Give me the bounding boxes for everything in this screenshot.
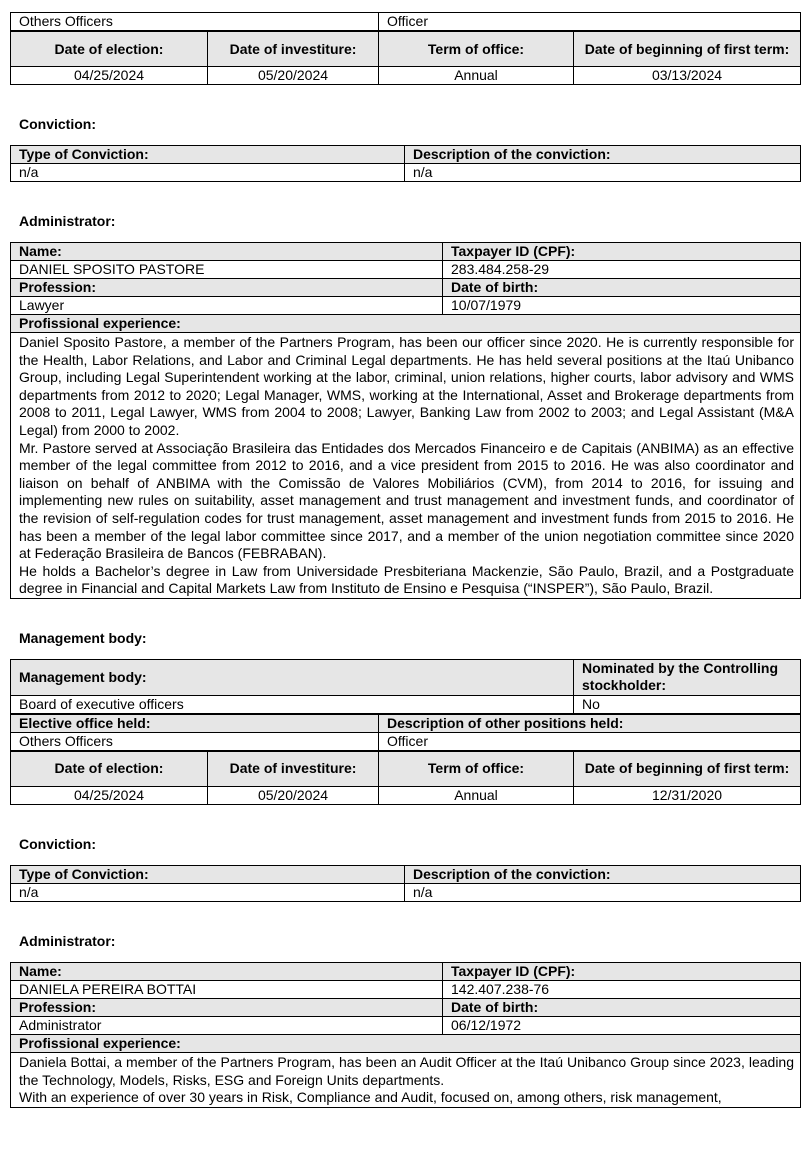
term-of-office-header: Term of office:	[379, 751, 574, 786]
conviction-type-label: Type of Conviction:	[11, 865, 405, 883]
experience-paragraph: Daniel Sposito Pastore, a member of the Partners Program, has been our officer since 2020. He is currently responsible for the Health, Labor Relations, and Labor and Criminal Legal departments. He has held several positions at the Itaú Unibanco Group, including Legal Superintendent working at the labor, criminal, union relations, higher courts, labor advisory and WMS departments from 2012 to 2020; Legal Manager, WMS, working at the International, Asset and Brokerage departments from 2008 to 2011, Legal Lawyer, WMS from 2004 to 2008; Lawyer, Banking Law from 2002 to 2003; and Legal Assistant (M&A Legal) from 2000 to 2002.	[19, 334, 794, 438]
elective-office-table	[10, 714, 801, 751]
administrator-title: Administrator:	[19, 213, 116, 229]
election-date-header: Date of election:	[11, 751, 208, 786]
name-value: DANIELA PEREIRA BOTTAI	[11, 980, 443, 998]
other-positions-label: Description of other positions held:	[379, 714, 801, 732]
first-term-date-value: 03/13/2024	[574, 67, 801, 85]
first-term-date-value: 12/31/2020	[574, 786, 801, 804]
experience-paragraph: He holds a Bachelor’s degree in Law from Universidade Presbiteriana Mackenzie, São Paulo, Brazil, and a Postgraduate degree in Financial and Capital Markets Law from Instituto de Ensino e Pesquisa (“INSPER”), São Paulo, Brazil.	[19, 562, 794, 597]
profession-value: Lawyer	[11, 297, 443, 315]
first-term-date-header: Date of beginning of first term:	[574, 32, 801, 67]
conviction-type-value: n/a	[11, 164, 405, 182]
elective-office-label: Elective office held:	[11, 714, 379, 732]
dob-label: Date of birth:	[443, 279, 801, 297]
conviction-desc-value: n/a	[405, 164, 801, 182]
election-date-value: 04/25/2024	[11, 67, 208, 85]
experience-label: Profissional experience:	[11, 315, 801, 333]
election-date-value: 04/25/2024	[11, 786, 208, 804]
dob-label: Date of birth:	[443, 998, 801, 1016]
experience-label: Profissional experience:	[11, 1034, 801, 1052]
conviction-title: Conviction:	[19, 835, 96, 852]
profession-label: Profession:	[11, 998, 443, 1016]
term-of-office-value: Annual	[379, 67, 574, 85]
administrator-table	[10, 962, 801, 1108]
management-body-title: Management body:	[19, 629, 147, 646]
conviction-table	[10, 145, 801, 182]
investiture-date-value: 05/20/2024	[208, 67, 379, 85]
dob-value: 10/07/1979	[443, 297, 801, 315]
investiture-date-header: Date of investiture:	[208, 751, 379, 786]
name-label: Name:	[11, 962, 443, 980]
management-body-table	[10, 659, 801, 714]
document-page	[0, 12, 808, 1176]
administrator-table	[10, 242, 801, 599]
top-terms-table	[10, 31, 801, 85]
elective-office-value: Others Officers	[11, 732, 379, 750]
conviction-desc-label: Description of the conviction:	[405, 865, 801, 883]
top-office-table	[10, 12, 801, 31]
nominated-label: Nominated by the Controlling stockholder:	[574, 659, 801, 695]
experience-paragraph: Daniela Bottai, a member of the Partners Program, has been an Audit Officer at the Itaú Unibanco Group since 2023, leading the Technology, Models, Risks, ESG and Foreign Units departments.	[19, 1053, 794, 1088]
cpf-label: Taxpayer ID (CPF):	[443, 962, 801, 980]
nominated-value: No	[574, 695, 801, 713]
name-label: Name:	[11, 243, 443, 261]
election-date-header: Date of election:	[11, 32, 208, 67]
description-value: Officer	[379, 13, 801, 31]
experience-paragraph: Mr. Pastore served at Associação Brasileira das Entidades dos Mercados Financeiro e de Capitais (ANBIMA) as an effective member of the legal committee from 2012 to 2016, and a vice president from 2015 to 2016. He was also coordinator and liaison on behalf of ANBIMA with the Comissão de Valores Mobiliários (CVM), from 2014 to 2016, for issuing and implementing new rules on suitability, asset management and trust management and investment funds, and coordinator of the revision of self-regulation codes for trust management, asset management and investment funds from 2015 to 2016. He has been a member of the legal labor committee since 2017, and a member of the union negotiation committee since 2020 at Federação Brasileira de Bancos (FEBRABAN).	[19, 439, 794, 562]
terms-table	[10, 751, 801, 805]
management-body-value: Board of executive officers	[11, 695, 574, 713]
profession-value: Administrator	[11, 1016, 443, 1034]
elective-office-value: Others Officers	[11, 13, 379, 31]
experience-paragraph: With an experience of over 30 years in Risk, Compliance and Audit, focused on, among others, risk management,	[19, 1089, 722, 1106]
management-body-label: Management body:	[11, 659, 574, 695]
other-positions-value: Officer	[379, 732, 801, 750]
conviction-title: Conviction:	[19, 116, 96, 132]
term-of-office-header: Term of office:	[379, 32, 574, 67]
experience-text	[11, 333, 801, 599]
investiture-date-value: 05/20/2024	[208, 786, 379, 804]
term-of-office-value: Annual	[379, 786, 574, 804]
administrator-title: Administrator:	[19, 932, 116, 949]
first-term-date-header: Date of beginning of first term:	[574, 751, 801, 786]
profession-label: Profession:	[11, 279, 443, 297]
conviction-type-value: n/a	[11, 883, 405, 901]
conviction-table	[10, 865, 801, 902]
conviction-desc-label: Description of the conviction:	[405, 146, 801, 164]
experience-text	[11, 1052, 801, 1107]
name-value: DANIEL SPOSITO PASTORE	[11, 261, 443, 279]
conviction-desc-value: n/a	[405, 883, 801, 901]
cpf-value: 283.484.258-29	[443, 261, 801, 279]
cpf-value: 142.407.238-76	[443, 980, 801, 998]
conviction-type-label: Type of Conviction:	[11, 146, 405, 164]
dob-value: 06/12/1972	[443, 1016, 801, 1034]
cpf-label: Taxpayer ID (CPF):	[443, 243, 801, 261]
investiture-date-header: Date of investiture:	[208, 32, 379, 67]
